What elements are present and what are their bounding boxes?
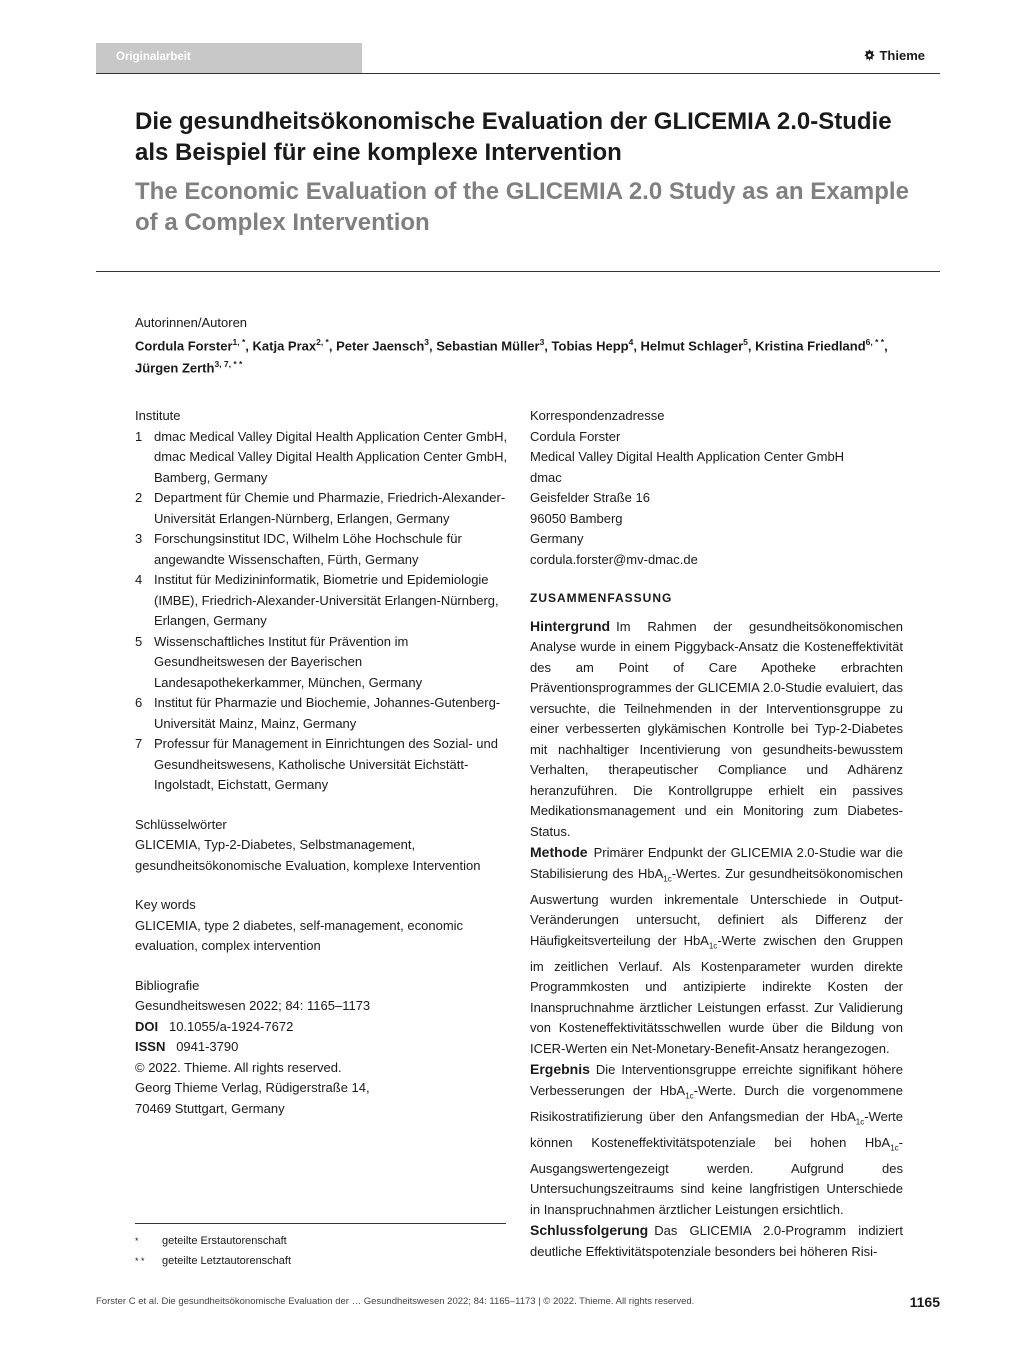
abstract-background-text: Im Rahmen der gesundheitsökonomischen Analyse wurde in einem Piggyback-Ansatz die Kosteneffektivität des am Point of Care Apotheke erbrachten Präventionsprogrammes der GLICEMIA 2.0-Studie evaluiert, das versuchte, die Teilnehmenden in der Interventionsgruppe zu einer verbesserten glykämischen Kontrolle bei Typ-2-Diabetes mit nachhaltiger Incentivierung von gesundheits-bewusstem Verhalten, therapeutischer Compliance und Adhärenz heranzuführen. Die Kontrollgruppe erhielt ein passives Medikationsmanagement und ein Monitoring zum Diabetes-Status. bbox=[530, 618, 903, 839]
left-column bbox=[135, 406, 510, 1119]
abstract-text: Primärer Endpunkt der GLICEMIA 2.0-Studie war die Stabilisierung des HbA bbox=[530, 845, 903, 881]
correspondence-line: Germany bbox=[530, 531, 584, 546]
abstract-text: -Werte können Kosteneffektivitätspotenziale bei hohen HbA bbox=[530, 1108, 903, 1150]
institute-number: 2 bbox=[135, 490, 143, 505]
abstract-lead-background: Hintergrund bbox=[530, 617, 611, 634]
issn-line bbox=[135, 1037, 510, 1058]
bibliography bbox=[135, 976, 510, 1120]
keywords-english-label: Key words bbox=[135, 897, 196, 912]
abstract-text: -Werte. Durch die vorgenommene Risikostratifizierung über den Anfangsmedian der HbA bbox=[530, 1082, 903, 1124]
author-affiliation: 2, * bbox=[316, 337, 329, 347]
doi-label: DOI bbox=[135, 1018, 159, 1034]
copyright: © 2022. Thieme. All rights reserved. bbox=[135, 1059, 342, 1075]
authors-list: Cordula Forster$^{1, *}$, Katja Prax$^{2, *}$, Peter Jaensch$^3$, Sebastian Müller$^3$, Tobias Hepp$^4$, Helmut Schlager$^5$, Kristina Friedland$^{6, * *}$, Jürgen Zerth$^{3, 7, * *}$ bbox=[135, 337, 888, 376]
institute-item bbox=[135, 427, 510, 489]
keywords-german-text: GLICEMIA, Typ-2-Diabetes, Selbstmanagement, gesundheitsökonomische Evaluation, komplexe Intervention bbox=[135, 837, 481, 873]
author-affiliation: 6, * * bbox=[865, 337, 885, 347]
author: Jürgen Zerth bbox=[135, 360, 215, 376]
author: Katja Prax bbox=[252, 338, 317, 354]
author: Peter Jaensch bbox=[336, 338, 425, 354]
correspondence-line: 96050 Bamberg bbox=[530, 510, 623, 526]
title-english: The Economic Evaluation of the GLICEMIA 2.0 Study as an Example of a Complex Intervention bbox=[135, 178, 909, 236]
footnote-mark: * bbox=[135, 1236, 139, 1246]
footnote-text: geteilte Erstautorenschaft bbox=[162, 1235, 287, 1247]
section-label: Originalarbeit bbox=[96, 43, 362, 73]
correspondence-line: Geisfelder Straße 16 bbox=[530, 490, 650, 505]
abstract-text: Die Interventionsgruppe erreichte signifikant höhere Verbesserungen der HbA bbox=[530, 1062, 903, 1098]
abstract-text: -Werte zwischen den Gruppen im zeitlichen Verlauf. Als Kostenparameter wurden direkte Programmkosten und antizipierte indirekte Kosten der Inanspruchnahme ärztlicher Leistungen erfasst. Zur Validierung von Kosteneffektivitätsschwellen wurde über die Bildung von ICER-Werten ein Net-Monetary-Benefit-Ansatz herangezogen. bbox=[530, 932, 903, 1056]
institute-item bbox=[135, 734, 510, 796]
publisher-name: Thieme bbox=[879, 48, 925, 63]
institute-number: 1 bbox=[135, 428, 143, 444]
author: Helmut Schlager bbox=[640, 338, 744, 354]
doi-link[interactable]: 10.1055/a-1924-7672 bbox=[168, 1018, 294, 1034]
author-affiliation: 4 bbox=[628, 337, 634, 347]
institute-number: 6 bbox=[135, 695, 143, 710]
publisher-address-line: 70469 Stuttgart, Germany bbox=[135, 1100, 285, 1116]
issn-value: 0941-3790 bbox=[176, 1039, 239, 1054]
institute-text: dmac Medical Valley Digital Health Application Center GmbH, dmac Medical Valley Digital Health Application Center GmbH, Bamberg, Germany bbox=[154, 428, 508, 485]
institute-item bbox=[135, 529, 510, 570]
abstract-conclusion bbox=[530, 1220, 903, 1262]
publisher-logo[interactable] bbox=[864, 48, 925, 63]
hba-subscript: 1c bbox=[685, 1091, 694, 1101]
correspondence-line: dmac bbox=[530, 469, 562, 485]
bibliography-label: Bibliografie bbox=[135, 977, 200, 993]
correspondence-email[interactable]: cordula.forster@mv-dmac.de bbox=[530, 551, 698, 567]
footnote-text: geteilte Letztautorenschaft bbox=[162, 1255, 292, 1267]
author: Tobias Hepp bbox=[551, 338, 629, 354]
author-affiliation: 3 bbox=[539, 337, 545, 347]
abstract-lead-conclusion: Schlussfolgerung bbox=[530, 1222, 649, 1239]
hba-subscript: 1c bbox=[708, 941, 718, 951]
hba-subscript: 1c bbox=[855, 1117, 865, 1127]
title-german: Die gesundheitsökonomische Evaluation der GLICEMIA 2.0-Studie als Beispiel für eine komplexe Intervention bbox=[135, 108, 892, 166]
author-affiliation: 3, 7, * * bbox=[214, 359, 243, 370]
institutes-list bbox=[135, 427, 510, 796]
institute-number: 3 bbox=[135, 531, 143, 546]
issn-label: ISSN bbox=[135, 1039, 166, 1054]
institute-item bbox=[135, 488, 510, 529]
institute-item bbox=[135, 693, 510, 734]
footnote-rule bbox=[135, 1223, 506, 1224]
institute-text: Institut für Pharmazie und Biochemie, Johannes-Gutenberg-Universität Mainz, Mainz, Germany bbox=[154, 695, 501, 731]
publisher-address-line: Georg Thieme Verlag, Rüdigerstraße 14, bbox=[135, 1080, 370, 1095]
author-affiliation: 5 bbox=[743, 337, 748, 347]
author: Sebastian Müller bbox=[436, 338, 540, 354]
institutes-label: Institute bbox=[135, 408, 181, 423]
author-affiliation: 3 bbox=[424, 337, 430, 347]
institute-text: Wissenschaftliches Institut für Prävention im Gesundheitswesen der Bayerischen Landesapothekerkammer, München, Germany bbox=[154, 633, 423, 690]
authors-label: Autorinnen/Autoren bbox=[135, 315, 248, 330]
abstract-background bbox=[530, 616, 903, 843]
author-affiliation: 1, * bbox=[232, 337, 246, 347]
abstract-lead-results: Ergebnis bbox=[530, 1061, 590, 1078]
keywords-german-label: Schlüsselwörter bbox=[135, 816, 227, 832]
abstract-lead-method: Methode bbox=[530, 844, 588, 860]
footnotes bbox=[135, 1231, 291, 1271]
thieme-logo-icon bbox=[864, 49, 875, 62]
footnote-mark: * * bbox=[135, 1256, 145, 1266]
institute-item bbox=[135, 570, 510, 632]
running-footer: Forster C et al. Die gesundheitsökonomische Evaluation der … Gesundheitswesen 2022; 84: 1165–1173 | © 2022. Thieme. All rights reserved. bbox=[96, 1296, 695, 1307]
keywords-english bbox=[135, 895, 510, 957]
institute-number: 5 bbox=[135, 633, 143, 649]
keywords-english-text: GLICEMIA, type 2 diabetes, self-management, economic evaluation, complex intervention bbox=[135, 917, 464, 953]
abstract-heading: ZUSAMMENFASSUNG bbox=[530, 591, 673, 605]
institute-number: 4 bbox=[135, 572, 143, 587]
right-column bbox=[530, 406, 903, 1262]
abstract-text: -Wertes. Zur gesundheitsökonomischen Auswertung wurden inkrementale Unterschiede in Output-Veränderungen untersucht, definiert als Differenz der Häufigkeitsverteilung der HbA bbox=[530, 865, 903, 948]
title-rule bbox=[96, 271, 940, 272]
author: Kristina Friedland bbox=[755, 338, 866, 354]
institute-text: Institut für Medizininformatik, Biometrie und Epidemiologie (IMBE), Friedrich-Alexander-Universität Erlangen-Nürnberg, Erlangen, Germany bbox=[154, 572, 499, 628]
hba-subscript: 1c bbox=[663, 874, 672, 884]
institute-text: Forschungsinstitut IDC, Wilhelm Löhe Hochschule für angewandte Wissenschaften, Fürth, Germany bbox=[154, 531, 462, 567]
abstract-conclusion-text: Das GLICEMIA 2.0-Programm indiziert deutliche Effektivitätspotenziale besonders bei höheren Risi- bbox=[530, 1223, 903, 1259]
abstract-text: -Ausgangswertengezeigt werden. Aufgrund des Untersuchungszeitraums sind keine langfristigen Unterschiede in Inanspruchnahmen ärztlicher Leistungen ersichtlich. bbox=[530, 1134, 903, 1217]
keywords-german bbox=[135, 815, 510, 877]
institute-item bbox=[135, 632, 510, 694]
journal-citation: Gesundheitswesen 2022; 84: 1165–1173 bbox=[135, 998, 371, 1013]
author: Cordula Forster bbox=[135, 338, 233, 354]
institute-text: Department für Chemie und Pharmazie, Friedrich-Alexander-Universität Erlangen-Nürnberg, Erlangen, Germany bbox=[154, 490, 506, 526]
footnote bbox=[135, 1251, 291, 1271]
abstract-method bbox=[530, 842, 903, 1059]
footnote bbox=[135, 1231, 291, 1251]
correspondence-label: Korrespondenzadresse bbox=[530, 408, 665, 423]
correspondence-line: Medical Valley Digital Health Application Center GmbH bbox=[530, 449, 845, 464]
hba-subscript: 1c bbox=[890, 1143, 899, 1153]
institute-text: Professur für Management in Einrichtungen des Sozial- und Gesundheitswesens, Katholische Universität Eichstätt-Ingolstadt, Eichstatt, Germany bbox=[154, 736, 498, 792]
page-number: 1165 bbox=[909, 1294, 940, 1310]
abstract-results bbox=[530, 1059, 903, 1220]
header-rule bbox=[96, 73, 940, 74]
correspondence-line: Cordula Forster bbox=[530, 428, 621, 444]
institute-number: 7 bbox=[135, 736, 143, 751]
doi-line bbox=[135, 1017, 510, 1038]
